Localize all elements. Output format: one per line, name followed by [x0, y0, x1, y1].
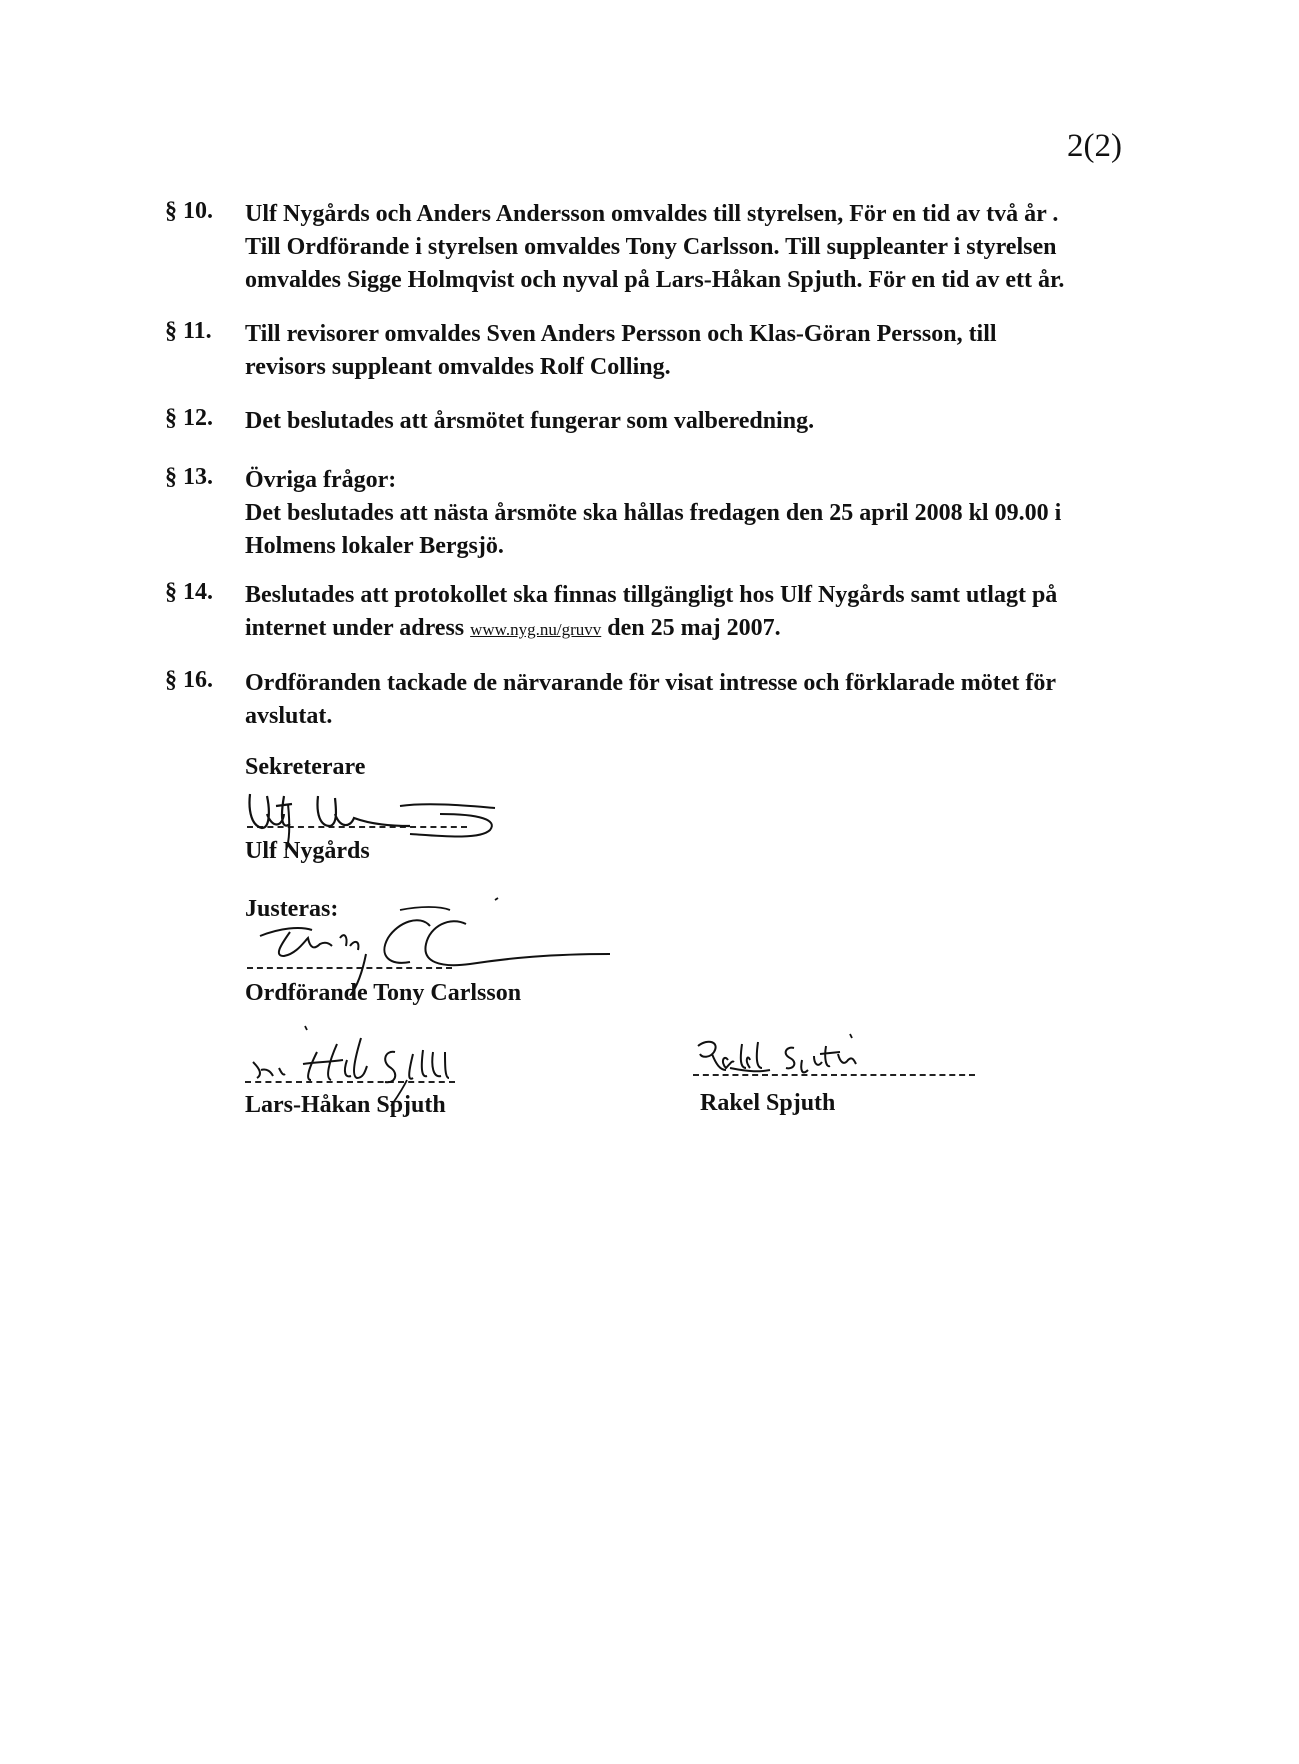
- section-line: Beslutades att protokollet ska finnas tillgängligt hos Ulf Nygårds samt utlagt på: [245, 582, 1058, 608]
- section-number: § 10.: [165, 198, 213, 224]
- signer-right-signature: [690, 1030, 890, 1090]
- section-line: omvaldes Sigge Holmqvist och nyval på Lars-Håkan Spjuth. För en tid av ett år.: [245, 267, 1065, 293]
- section-line: Det beslutades att årsmötet fungerar som valberedning.: [245, 408, 815, 434]
- section-text: [245, 579, 1115, 646]
- section-number: § 14.: [165, 579, 213, 605]
- section-line: Holmens lokaler Bergsjö.: [245, 533, 504, 559]
- secretary-name: Ulf Nygårds: [245, 838, 370, 864]
- page-number: 2(2): [1067, 128, 1122, 164]
- section-number: § 13.: [165, 464, 213, 490]
- signer-left-name: Lars-Håkan Spjuth: [245, 1092, 446, 1118]
- section-text: [245, 405, 1115, 438]
- section-number: § 11.: [165, 318, 212, 344]
- section-line: Till revisorer omvaldes Sven Anders Persson och Klas-Göran Persson, till: [245, 321, 997, 347]
- section-line: internet under adress www.nyg.nu/gruvv den 25 maj 2007.: [245, 615, 781, 641]
- section-text: [245, 667, 1115, 733]
- url-link[interactable]: www.nyg.nu/gruvv: [470, 620, 602, 639]
- section-number: § 12.: [165, 405, 213, 431]
- section-line: revisors suppleant omvaldes Rolf Colling.: [245, 354, 671, 380]
- section-line: Det beslutades att nästa årsmöte ska hållas fredagen den 25 april 2008 kl 09.00 i: [245, 500, 1062, 526]
- section-line: Till Ordförande i styrelsen omvaldes Tony Carlsson. Till suppleanter i styrelsen: [245, 234, 1057, 260]
- justeras-label: Justeras:: [245, 896, 339, 922]
- section-text: [245, 318, 1115, 384]
- section-line: Ulf Nygårds och Anders Andersson omvaldes till styrelsen, För en tid av två år .: [245, 201, 1059, 227]
- section-text: [245, 198, 1115, 297]
- secretary-label: Sekreterare: [245, 754, 366, 780]
- section-line: avslutat.: [245, 703, 333, 729]
- section-number: § 16.: [165, 667, 213, 693]
- signer-right-name: Rakel Spjuth: [700, 1090, 836, 1116]
- section-text: [245, 464, 1115, 563]
- chair-name: Ordförande Tony Carlsson: [245, 980, 522, 1006]
- section-line: Ordföranden tackade de närvarande för visat intresse och förklarade mötet för: [245, 670, 1057, 696]
- section-line: Övriga frågor:: [245, 467, 397, 493]
